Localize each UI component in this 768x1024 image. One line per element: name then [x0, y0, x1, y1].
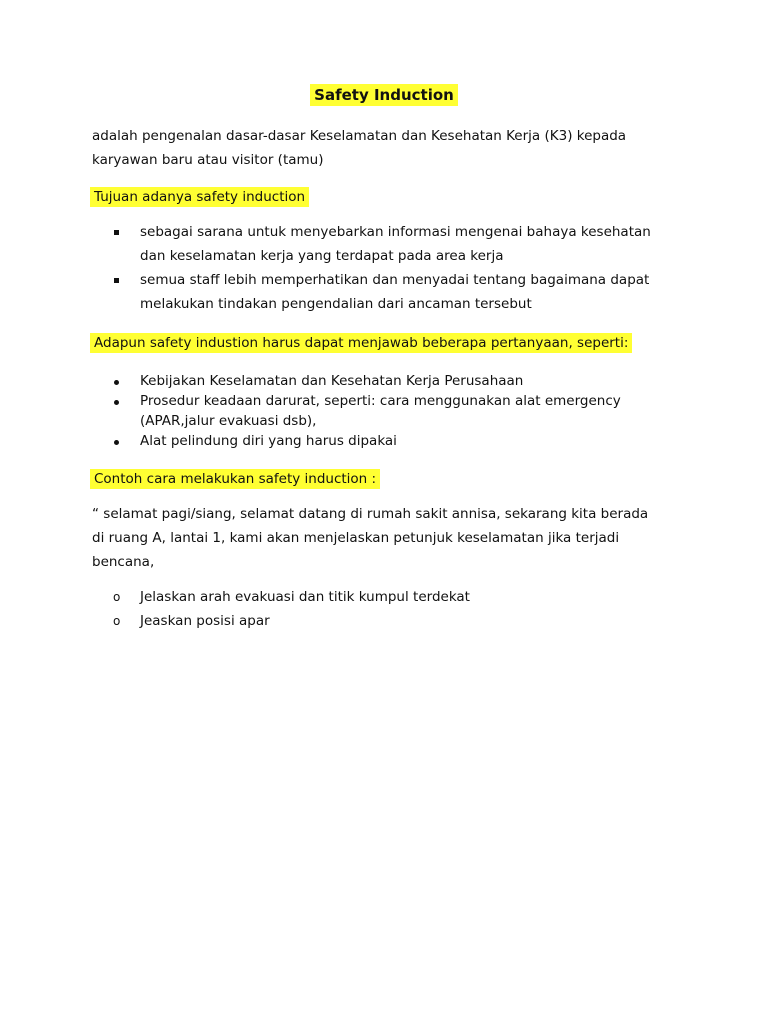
round-bullet-icon	[114, 400, 119, 405]
list-item-line: Jeaskan posisi apar	[140, 613, 270, 629]
list-item	[140, 268, 700, 316]
section-heading-text: Tujuan adanya safety induction	[90, 187, 309, 207]
list-item	[140, 371, 700, 391]
round-bullet-icon	[114, 380, 119, 385]
list-item-line: dan keselamatan kerja yang terdapat pada area kerja	[140, 248, 504, 264]
document-title-container	[0, 86, 768, 104]
quote-line: di ruang A, lantai 1, kami akan menjelaskan petunjuk keselamatan jika terjadi	[92, 530, 620, 546]
adapun-list	[140, 371, 700, 451]
list-item	[140, 431, 700, 451]
list-item-line: Prosedur keadaan darurat, seperti: cara menggunakan alat emergency	[140, 393, 621, 409]
list-item-line: Kebijakan Keselamatan dan Kesehatan Kerja Perusahaan	[140, 373, 524, 389]
square-bullet-icon	[114, 230, 119, 235]
intro-paragraph	[92, 124, 692, 172]
list-item-line: semua staff lebih memperhatikan dan menyadai tentang bagaimana dapat	[140, 272, 650, 288]
contoh-list	[113, 585, 700, 633]
quote-paragraph	[92, 502, 712, 574]
circle-bullet-icon: o	[113, 614, 121, 628]
tujuan-list	[140, 220, 700, 316]
list-item-line: Jelaskan arah evakuasi dan titik kumpul terdekat	[140, 589, 470, 605]
list-item-line: Alat pelindung diri yang harus dipakai	[140, 433, 397, 449]
quote-line: bencana,	[92, 554, 155, 570]
list-item-line: (APAR,jalur evakuasi dsb),	[140, 413, 317, 429]
list-item	[140, 220, 700, 268]
intro-line: adalah pengenalan dasar-dasar Keselamatan dan Kesehatan Kerja (K3) kepada	[92, 128, 627, 144]
list-item	[140, 391, 700, 431]
document-title: Safety Induction	[310, 84, 458, 106]
section-heading-contoh	[90, 467, 380, 491]
section-heading-text: Contoh cara melakukan safety induction :	[90, 469, 380, 489]
section-heading-text: Adapun safety industion harus dapat menjawab beberapa pertanyaan, seperti:	[90, 333, 632, 353]
section-heading-adapun	[90, 331, 632, 355]
circle-bullet-icon: o	[113, 590, 121, 604]
list-item-line: melakukan tindakan pengendalian dari ancaman tersebut	[140, 296, 532, 312]
round-bullet-icon	[114, 440, 119, 445]
list-item-line: sebagai sarana untuk menyebarkan informasi mengenai bahaya kesehatan	[140, 224, 651, 240]
intro-line: karyawan baru atau visitor (tamu)	[92, 152, 324, 168]
list-item	[113, 609, 700, 633]
square-bullet-icon	[114, 278, 119, 283]
section-heading-tujuan	[90, 185, 309, 209]
list-item	[113, 585, 700, 609]
quote-line: “ selamat pagi/siang, selamat datang di rumah sakit annisa, sekarang kita berada	[92, 506, 649, 522]
